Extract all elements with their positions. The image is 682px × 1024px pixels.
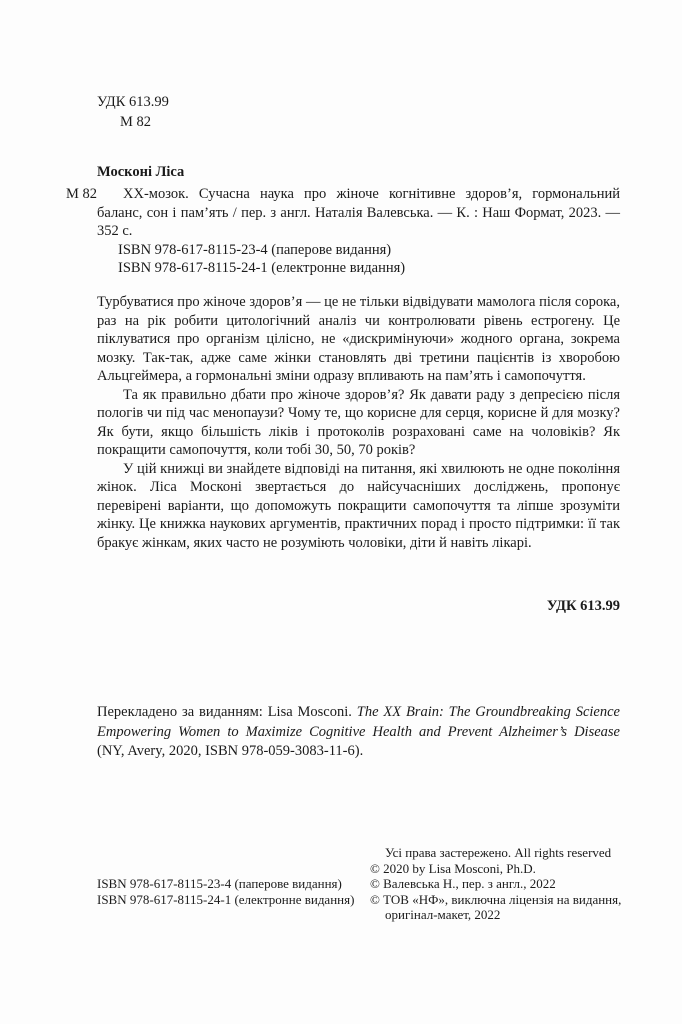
annotation-paragraph-2: Та як правильно дбати про жіноче здоров’я? Як давати раду з депресією після пологів чи під час менопаузи? Чому те, що корисне для серця, корисне й для мозку? Як бути, якщо більшість ліків і протоколів розраховані саме на чоловіків? Як покращити самопочуття, коли тобі 30, 50, 70 років?: [97, 386, 620, 458]
isbn-print-line: ISBN 978-617-8115-23-4 (паперове видання): [118, 241, 392, 258]
catalog-margin-code: М 82: [66, 186, 98, 202]
translation-note-title: The XX Brain: The Groundbreaking Science Empowering Women to Maximize Cognitive Health and Prevent Alzheimer’s Disease: [97, 704, 620, 740]
copyright-line-publisher: © ТОВ «НФ», виключна ліцензія на видання,: [370, 891, 622, 907]
udc-bottom: УДК 613.99: [546, 598, 620, 614]
translation-note: [97, 703, 620, 762]
annotation-paragraph-1: Турбуватися про жіноче здоров’я — це не тільки відвідувати мамолога після сорока, раз на рік робити цитологічний аналіз чи контролювати рівень естрогену. Це піклуватися про організм цілісно, не «дискримінуючи» жодного органа, зокрема мозку. Так-так, адже саме жінки становлять дві третини пацієнтів із хворобою Альцгеймера, а гормональні зміни одразу впливають на пам’ять і самопочуття.: [97, 294, 620, 384]
bottom-isbn-print-line: ISBN 978-617-8115-23-4 (паперове видання): [97, 876, 342, 891]
catalog-card: [66, 185, 620, 278]
udc-top-block: [97, 92, 169, 132]
author-name: Москоні Ліса: [97, 164, 185, 180]
udc-number: УДК 613.99: [97, 94, 169, 110]
rights-reserved-line: Усі права застережено. All rights reserved: [385, 845, 612, 860]
copyright-line-author: © 2020 by Lisa Mosconi, Ph.D.: [370, 860, 536, 876]
annotation-paragraph-3: У цій книжці ви знайдете відповіді на питання, які хвилюють не одне покоління жінок. Ліса Москоні звертається до найсучасніших досліджень, пропонує перевірені варіанти, що допоможуть покращити самопочуття та ліпше зрозуміти жінку. Це книжка наукових аргументів, практичних порад і просто підтримки: її так бракує жінкам, яких часто не розуміють чоловіки, діти й навіть лікарі.: [97, 460, 620, 551]
rights-block: [370, 845, 630, 923]
isbn-ebook-line: ISBN 978-617-8115-24-1 (електронне видання): [118, 260, 406, 276]
bottom-isbn-ebook-line: ISBN 978-617-8115-24-1 (електронне видання): [97, 891, 355, 907]
translation-note-suffix: (NY, Avery, 2020, ISBN 978-059-3083-11-6).: [97, 743, 364, 759]
bottom-isbn-block: [97, 876, 354, 907]
copyright-line-translator: © Валевська Н., пер. з англ., 2022: [370, 876, 556, 891]
copyright-line-publisher-continuation: оригінал-макет, 2022: [385, 907, 501, 922]
bbk-number: М 82: [120, 114, 152, 130]
annotation-block: [97, 293, 620, 552]
translation-note-prefix: Перекладено за виданням: Lisa Mosconi.: [97, 704, 357, 720]
catalog-description: ХХ-мозок. Сучасна наука про жіноче когнітивне здоров’я, гормональний баланс, сон і пам’ять / пер. з англ. Наталія Валевська. — К. : Наш Формат, 2023. — 352 с.: [97, 186, 620, 239]
